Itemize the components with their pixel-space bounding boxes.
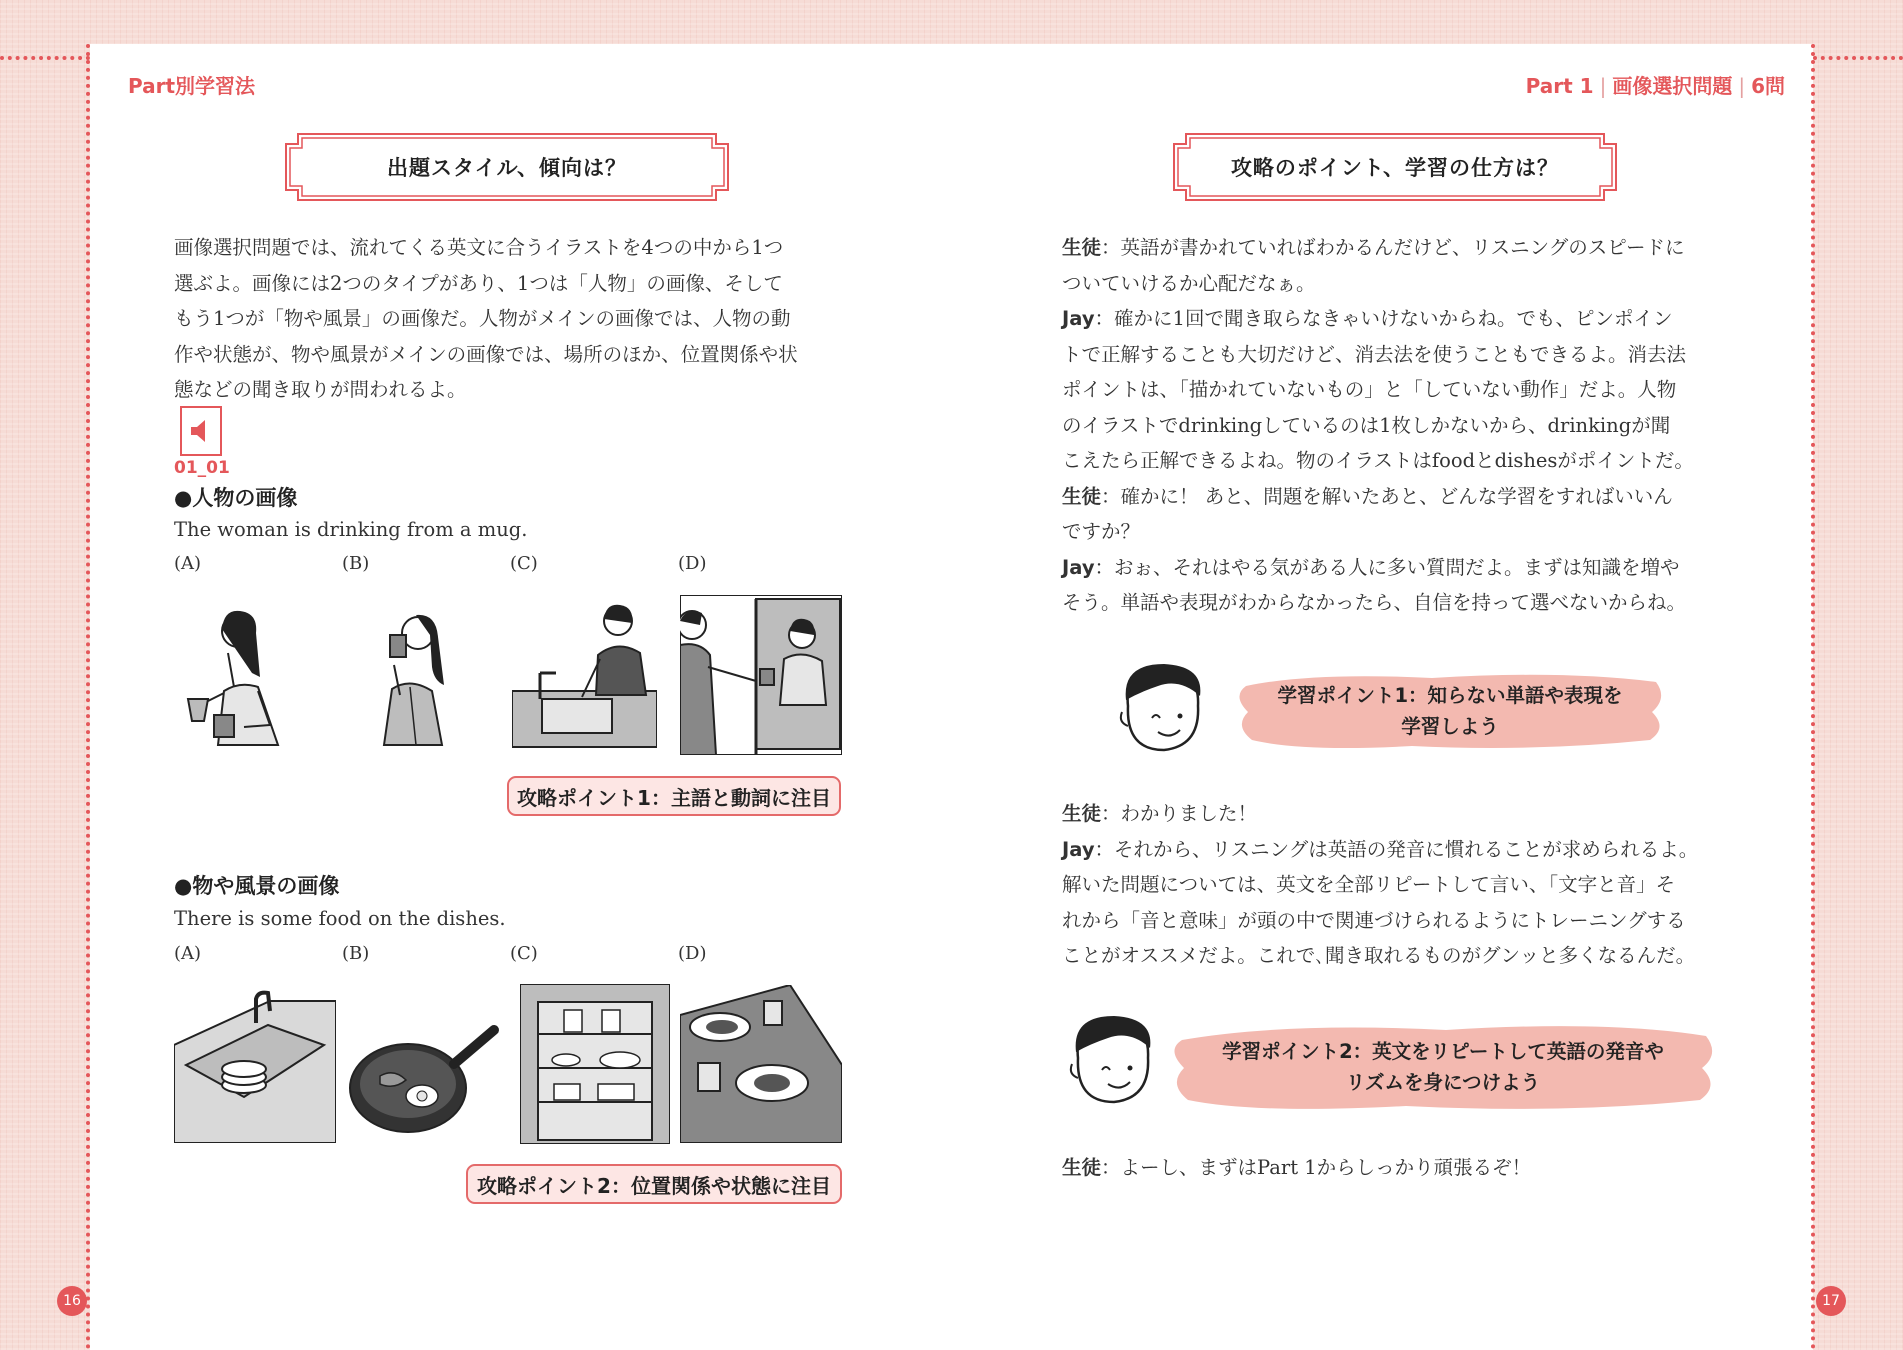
section1-option-d: (D): [678, 553, 707, 574]
audio-track-code: 01_01: [174, 458, 230, 478]
dialog-block-1: 生徒：英語が書かれていればわかるんだけど、リスニングのスピードに ついていけるか心配だなぁ。 Jay：確かに1回で聞き取らなきゃいけないからね。でも、ピンポイン トで正解することも大切だけど、消去法を使うこともできるよ。消去法 ポイントは、「描かれていないもの」と「していない動作」だよ。人物 のイラストでdrinkingしているのは1枚しかないから、drinkingが聞 こえたら正解できるよね。物のイラストはfoodとdishesがポイントだ。 生徒：確かに！ あと、問題を解いたあと、どんな学習をすればいいん ですか？ Jay：おぉ、それはやる気がある人に多い質問だよ。まずは知識を増や そう。単語や表現がわからなかったら、自信を持って選べないからね。: [1062, 230, 1694, 621]
teacher-face-icon: [1068, 1012, 1156, 1108]
dialog-line: 生徒：わかりました！: [1062, 802, 1258, 825]
illustration-frying-pan: [344, 1010, 504, 1140]
illustration-cupboard: [520, 984, 670, 1144]
question-count: 6問: [1751, 74, 1785, 98]
learning-point-1: 学習ポイント1：知らない単語や表現を 学習しよう: [1277, 684, 1623, 738]
part-title: 画像選択問題: [1612, 74, 1733, 98]
left-page-border: [86, 44, 90, 1350]
section2-option-b: (B): [342, 943, 370, 964]
header-separator: |: [1599, 74, 1607, 98]
section2-option-a: (A): [174, 943, 202, 964]
illustration-woman-pouring: [178, 595, 308, 755]
part-label: Part 1: [1525, 74, 1594, 98]
section1-option-b: (B): [342, 553, 370, 574]
dialog-block-2: 生徒：わかりました！ Jay：それから、リスニングは英語の発音に慣れることが求められるよ。 解いた問題については、英文を全部リピートして言い、「文字と音」そ れから「音と意味」が頭の中で関連づけられるようにトレーニングする ことがオススメだよ。これで､聞き取れるものがグンッと多くなるんだ。: [1062, 796, 1698, 974]
section1-option-a: (A): [174, 553, 202, 574]
tip-box-2: 攻略ポイント2：位置関係や状態に注目: [466, 1164, 842, 1204]
illustration-sink-dishes: [174, 985, 336, 1143]
running-header-right: [1526, 70, 1785, 99]
tip-box-1: 攻略ポイント1：主語と動詞に注目: [507, 776, 841, 816]
speaker-icon: [187, 417, 215, 445]
section-heading-frame: [284, 132, 730, 202]
section-heading: 出題スタイル、傾向は？: [387, 156, 627, 180]
page-number-left: 16: [57, 1286, 87, 1316]
dialog-line: 生徒：よーし、まずはPart 1からしっかり頑張るぞ！: [1062, 1156, 1532, 1179]
strategy-heading-frame: [1172, 132, 1618, 202]
intro-paragraph: 画像選択問題では、流れてくる英文に合うイラストを4つの中から1つ 選ぶよ。画像には2つのタイプがあり、1つは「人物」の画像、そして もう1つが「物や風景」の画像だ。人物がメインの画像では、人物の動 作や状態が、物や風景がメインの画像では、場所のほか、位置関係や状 態などの聞き取りが問われるよ。: [174, 236, 798, 401]
section2-option-c: (C): [510, 943, 538, 964]
learning-point-2: 学習ポイント2：英文をリピートして英語の発音や リズムを身につけよう: [1222, 1040, 1664, 1094]
dialog-line: Jay：それから、リスニングは英語の発音に慣れることが求められるよ。: [1062, 837, 1699, 861]
top-dotted-rule-right: [1813, 56, 1903, 60]
dialog-line: 生徒：英語が書かれていればわかるんだけど、リスニングのスピードに: [1062, 236, 1685, 259]
illustration-woman-at-counter: [680, 595, 842, 755]
teacher-face-icon: [1118, 660, 1206, 756]
section2-title: ●物や風景の画像: [174, 874, 340, 898]
page-number-right: 17: [1816, 1286, 1846, 1316]
dialog-block-3: [1062, 1150, 1531, 1186]
audio-track-icon[interactable]: [180, 406, 222, 456]
section1-option-c: (C): [510, 553, 538, 574]
top-dotted-rule-left: [0, 56, 90, 60]
section2-sentence: There is some food on the dishes.: [174, 907, 506, 930]
section1-sentence: The woman is drinking from a mug.: [174, 518, 528, 541]
header-separator: |: [1738, 74, 1746, 98]
illustration-table-plates: [680, 985, 842, 1143]
dialog-line: Jay：確かに1回で聞き取らなきゃいけないからね。でも、ピンポイン: [1062, 307, 1673, 330]
illustration-woman-at-sink: [512, 595, 657, 755]
section1-title: ●人物の画像: [174, 486, 298, 510]
running-header-left: Part別学習法: [128, 74, 256, 98]
dialog-line: 生徒：確かに！ あと、問題を解いたあと、どんな学習をすればいいん: [1062, 484, 1673, 508]
illustration-woman-drinking: [344, 595, 474, 755]
right-page-border: [1811, 44, 1815, 1350]
section2-option-d: (D): [678, 943, 707, 964]
strategy-heading: 攻略のポイント、学習の仕方は？: [1230, 156, 1560, 180]
dialog-line: Jay：おぉ、それはやる気がある人に多い質問だよ。まずは知識を増や: [1062, 555, 1680, 579]
